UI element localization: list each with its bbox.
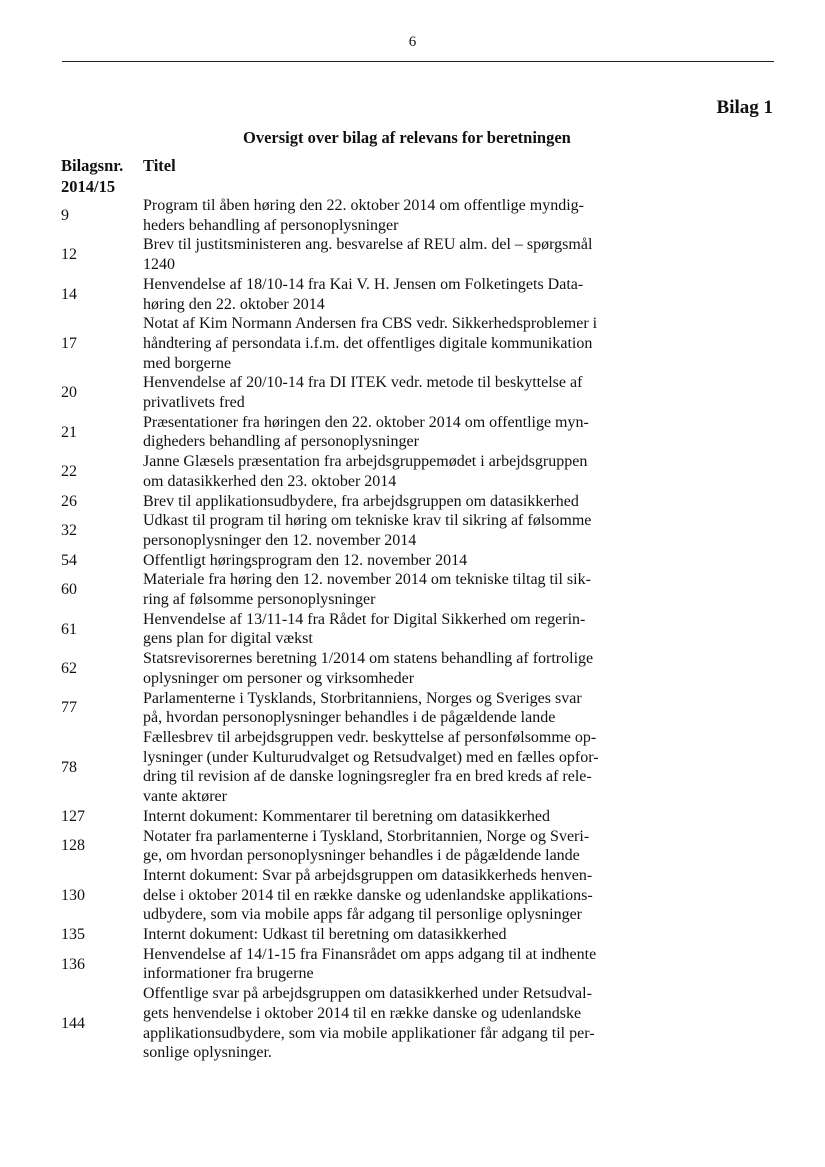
annex-title: Statsrevisorernes beretning 1/2014 om statens behandling af fortrolige oplysninger om personer og virksomheder — [143, 650, 594, 687]
annex-title: Program til åben høring den 22. oktober 2014 om offentlige myndig- heders behandling af personoplysninger — [143, 197, 584, 234]
annex-title: Udkast til program til høring om tekniske krav til sikring af følsomme personoplysninger den 12. november 2014 — [143, 512, 592, 549]
list-row — [61, 275, 761, 314]
annex-number: 77 — [61, 699, 77, 717]
annex-title: Internt dokument: Udkast til beretning om datasikkerhed — [143, 926, 507, 944]
annex-title: Præsentationer fra høringen den 22. oktober 2014 om offentlige myn- digheders behandling af personoplysninger — [143, 413, 589, 451]
annex-number: 144 — [61, 1014, 85, 1032]
annex-number: 135 — [61, 926, 85, 944]
annex-number: 21 — [61, 423, 77, 441]
annex-list — [61, 196, 761, 1063]
annex-number: 17 — [61, 334, 77, 352]
annex-title: Henvendelse af 18/10-14 fra Kai V. H. Jensen om Folketingets Data- høring den 22. oktober 2014 — [143, 275, 584, 313]
list-row — [61, 827, 761, 866]
column-header-number: Bilagsnr. 2014/15 — [61, 156, 124, 196]
header-rule — [62, 61, 774, 62]
annex-title: Brev til justitsministeren ang. besvarelse af REU alm. del – spørgsmål 1240 — [143, 236, 593, 274]
annex-number: 127 — [61, 807, 85, 825]
annex-title: Fællesbrev til arbejdsgruppen vedr. beskyttelse af personfølsomme op- lysninger (under Kulturudvalget og Retsudvalget) med en fælles opfor- dring til revision af de danske logningsregler fra en bred kreds af rele- vante aktører — [143, 728, 599, 806]
list-row — [61, 196, 761, 235]
list-row — [61, 866, 761, 925]
annex-title: Materiale fra høring den 12. november 2014 om tekniske tiltag til sik- ring af følsomme personoplysninger — [143, 571, 591, 609]
list-row — [61, 649, 761, 688]
list-row — [61, 551, 761, 571]
annex-title: Internt dokument: Svar på arbejdsgruppen om datasikkerheds henven- delse i oktober 2014 til en række danske og udenlandske applikations- udbydere, som via mobile apps får adgang til personlige oplysninger — [143, 866, 593, 924]
annex-number: 20 — [61, 384, 77, 402]
list-row — [61, 807, 761, 827]
annex-number: 26 — [61, 492, 77, 510]
document-title: Oversigt over bilag af relevans for beretningen — [243, 128, 571, 147]
list-row — [61, 452, 761, 491]
list-row — [61, 925, 761, 945]
annex-number: 22 — [61, 462, 77, 480]
annex-number: 130 — [61, 886, 85, 904]
annex-number: 54 — [61, 551, 77, 569]
annex-number: 61 — [61, 620, 77, 638]
annex-label: Bilag 1 — [716, 97, 773, 118]
annex-title: Notater fra parlamenterne i Tyskland, Storbritannien, Norge og Sveri- ge, om hvordan personoplysninger behandles i de pågældende lande — [143, 827, 590, 865]
list-row — [61, 492, 761, 512]
annex-title: Henvendelse af 13/11-14 fra Rådet for Digital Sikkerhed om regerin- gens plan for digital vækst — [143, 610, 586, 648]
annex-number: 14 — [61, 285, 77, 303]
annex-number: 128 — [61, 837, 85, 855]
annex-number: 32 — [61, 522, 77, 540]
annex-title: Internt dokument: Kommentarer til beretning om datasikkerhed — [143, 807, 550, 825]
list-row — [61, 314, 761, 373]
page-number: 6 — [408, 34, 417, 50]
list-row — [61, 728, 761, 807]
annex-number: 12 — [61, 246, 77, 264]
list-row — [61, 413, 761, 452]
list-row — [61, 570, 761, 609]
annex-title: Janne Glæsels præsentation fra arbejdsgruppemødet i arbejdsgruppen om datasikkerhed den 23. oktober 2014 — [143, 453, 588, 490]
column-header-title: Titel — [143, 156, 176, 175]
annex-number: 78 — [61, 758, 77, 776]
annex-title: Offentlige svar på arbejdsgruppen om datasikkerhed under Retsudval- gets henvendelse i oktober 2014 til en række danske og udenlandske applikationsudbydere, som via mobile applikationer får adgang til per- sonlige oplysninger. — [143, 985, 595, 1062]
list-row — [61, 945, 761, 984]
annex-title: Notat af Kim Normann Andersen fra CBS vedr. Sikkerhedsproblemer i håndtering af persondata i.f.m. det offentliges digitale kommunikation med borgerne — [143, 315, 598, 372]
annex-number: 62 — [61, 660, 77, 678]
annex-title: Henvendelse af 14/1-15 fra Finansrådet om apps adgang til at indhente informationer fra brugerne — [143, 945, 597, 983]
annex-number: 60 — [61, 581, 77, 599]
annex-title: Henvendelse af 20/10-14 fra DI ITEK vedr. metode til beskyttelse af privatlivets fred — [143, 374, 583, 412]
list-row — [61, 610, 761, 649]
annex-title: Brev til applikationsudbydere, fra arbejdsgruppen om datasikkerhed — [143, 492, 579, 510]
annex-title: Parlamenterne i Tysklands, Storbritanniens, Norges og Sveriges svar på, hvordan personoplysninger behandles i de pågældende lande — [143, 689, 582, 727]
annex-title: Offentligt høringsprogram den 12. november 2014 — [143, 551, 468, 569]
list-row — [61, 984, 761, 1063]
annex-number: 136 — [61, 955, 85, 973]
list-row — [61, 689, 761, 728]
list-row — [61, 373, 761, 412]
annex-number: 9 — [61, 206, 69, 224]
list-row — [61, 511, 761, 550]
list-row — [61, 235, 761, 274]
